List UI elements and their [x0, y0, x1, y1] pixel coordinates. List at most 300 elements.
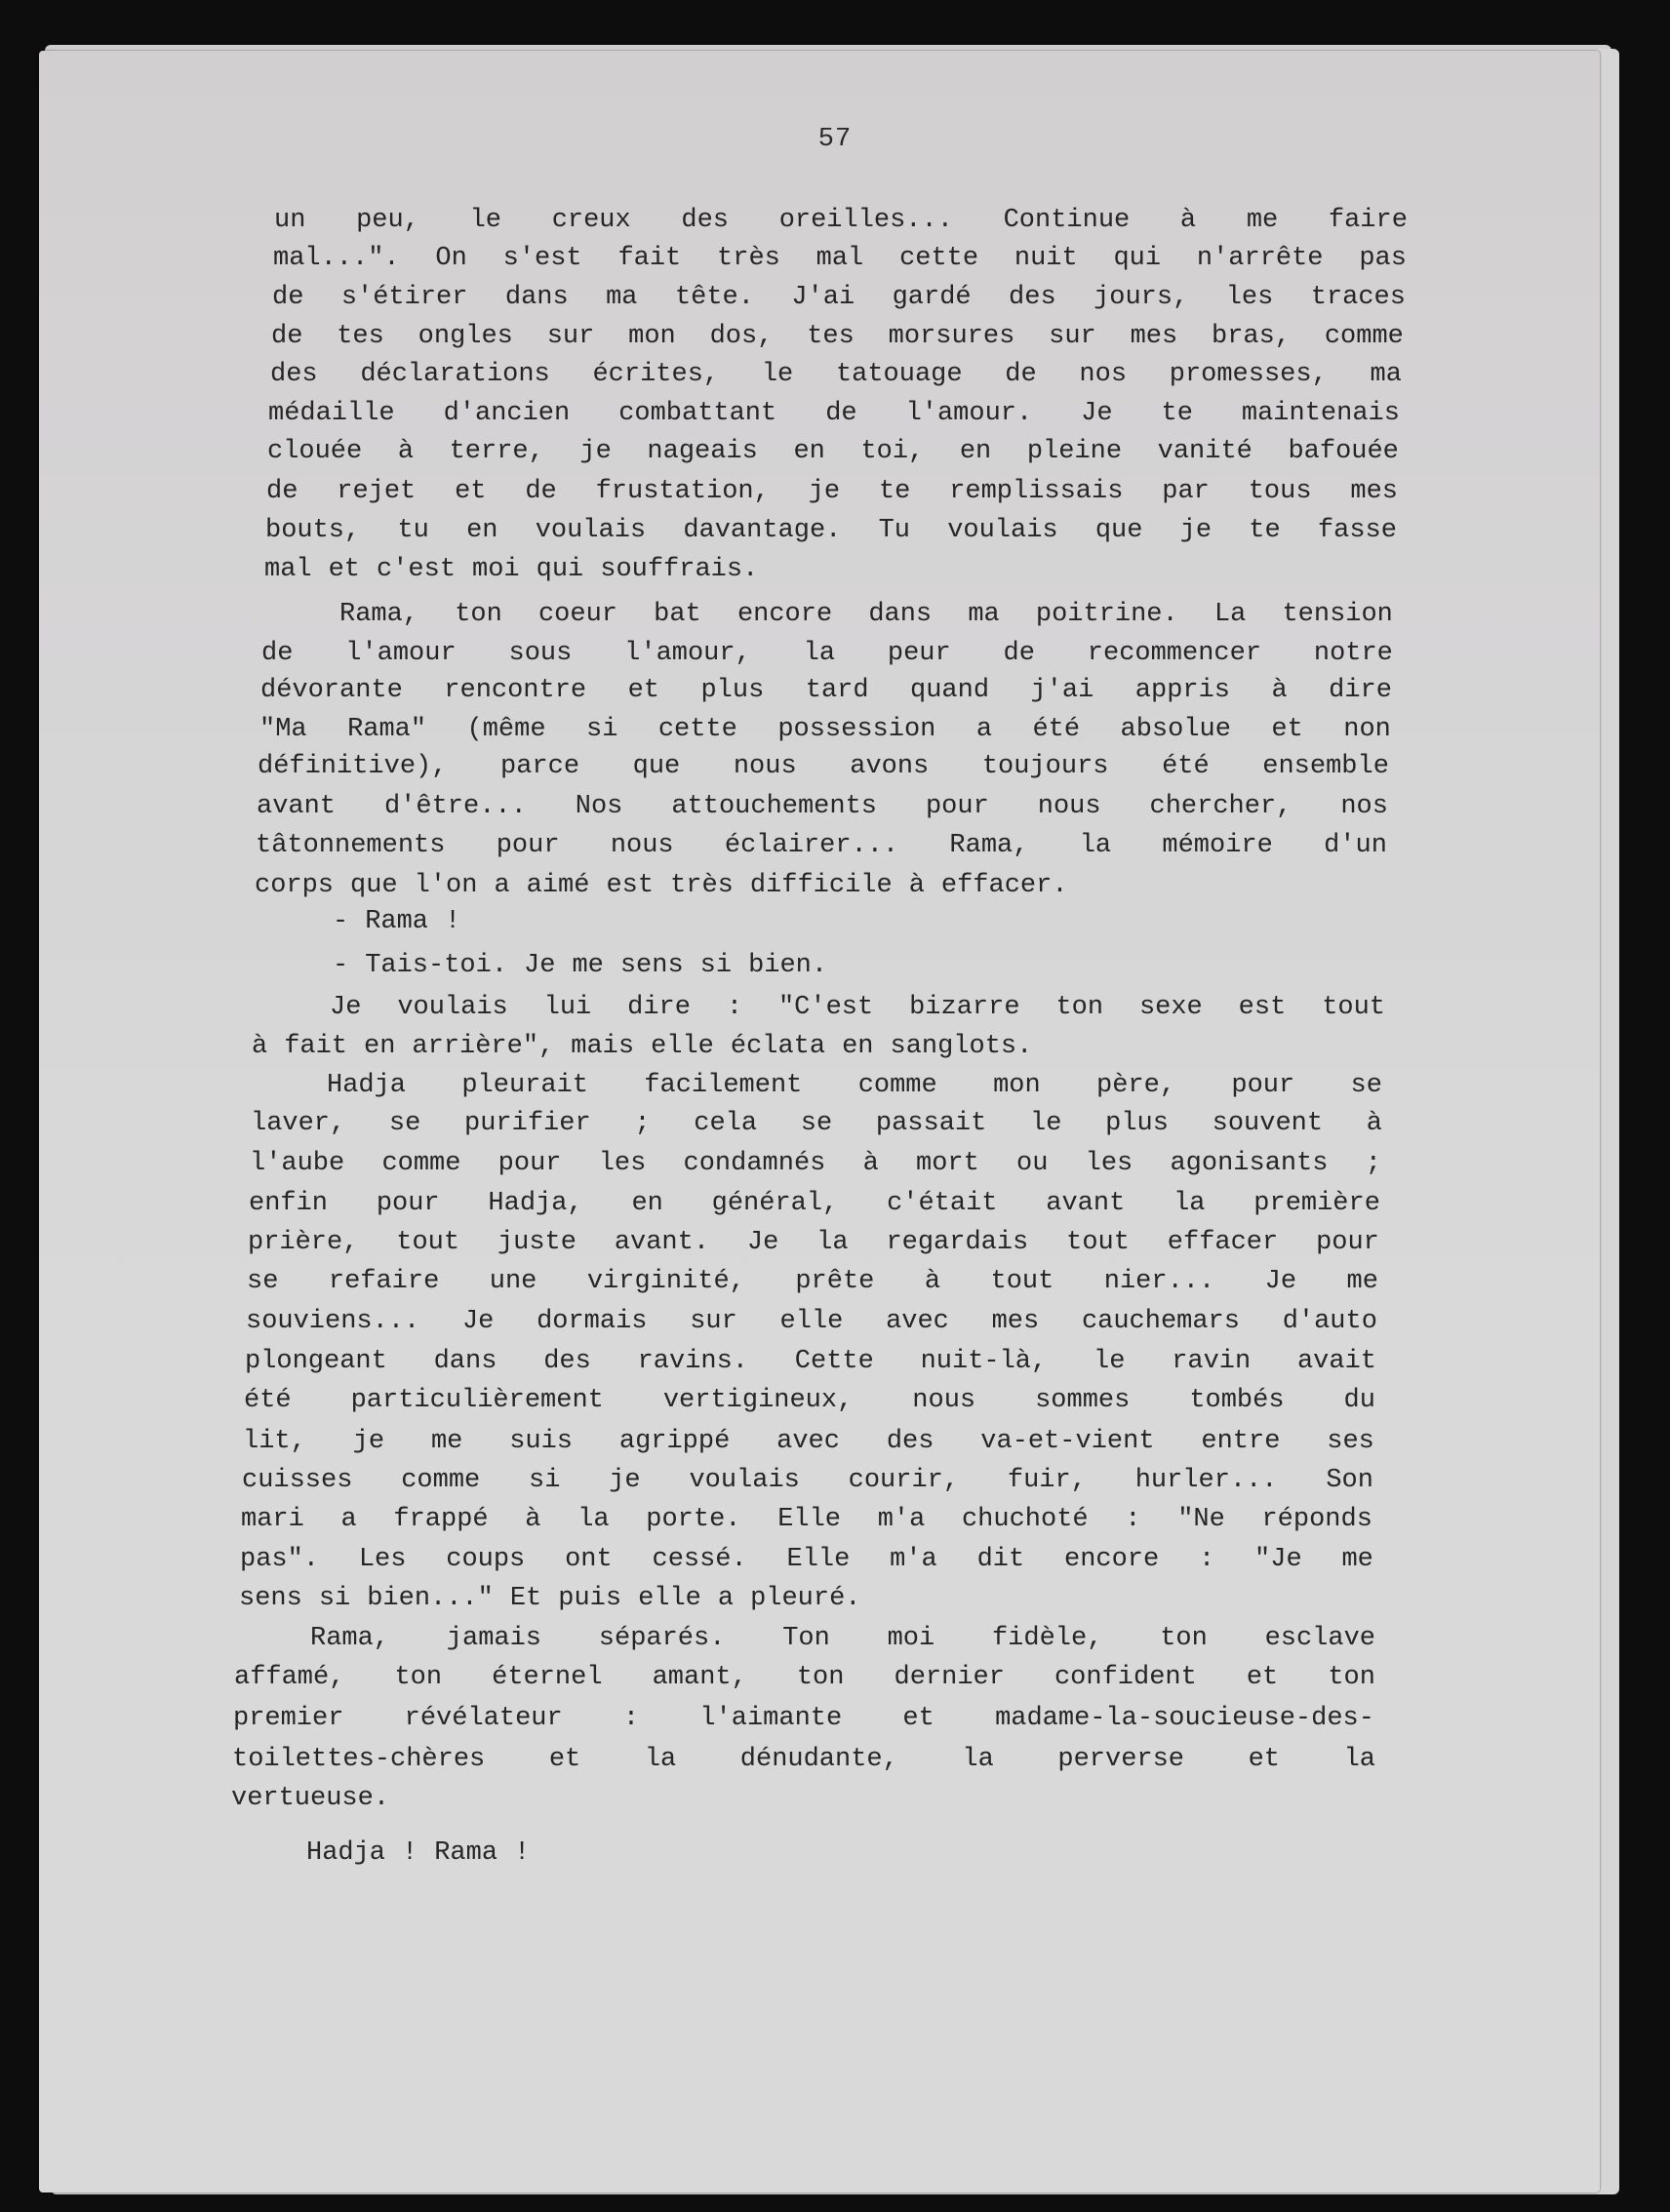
word: confident [1054, 1663, 1197, 1692]
word: morsures [888, 322, 1015, 351]
word: été [1162, 752, 1210, 781]
word: fasse [1317, 516, 1397, 545]
word: faire [1328, 206, 1408, 235]
word: nageais [647, 437, 758, 466]
word: elle [638, 1584, 701, 1613]
word: définitive), [258, 752, 448, 781]
word: voulais [535, 516, 647, 545]
word: qui [536, 555, 584, 584]
word: promesses, [1169, 360, 1328, 389]
word: tes [807, 322, 855, 351]
word: Rama [365, 907, 429, 936]
word: combattant [618, 399, 777, 428]
word: virginité, [586, 1267, 745, 1296]
word: mort [916, 1149, 979, 1178]
word: me [1341, 1545, 1373, 1574]
word: éclairer... [724, 831, 899, 860]
word: : [726, 993, 743, 1022]
word: la [816, 1228, 849, 1257]
word: jamais [446, 1624, 542, 1653]
word: attouchements [671, 792, 877, 821]
word: peur [887, 639, 951, 668]
word: - [333, 907, 349, 936]
word: a [340, 1505, 357, 1534]
word: ongles [418, 322, 513, 351]
word: possession [777, 715, 936, 744]
word: avec [886, 1307, 949, 1336]
word: a [717, 1584, 735, 1613]
word: avons [850, 752, 930, 781]
word: j'ai [1030, 676, 1094, 705]
word: Je [1264, 1267, 1297, 1296]
word: ton [394, 1663, 443, 1692]
word: et [1271, 715, 1303, 744]
word: Hadja [327, 1071, 407, 1100]
word: se [388, 1109, 421, 1138]
word: mémoire [1162, 831, 1273, 860]
word: regardais [886, 1228, 1029, 1257]
word: fidèle, [991, 1624, 1103, 1653]
word: pour [925, 792, 989, 821]
word: la [803, 639, 836, 668]
word: en [842, 1032, 874, 1061]
word: ; [634, 1109, 651, 1138]
word: lit, [243, 1427, 306, 1456]
word: tard [805, 676, 869, 705]
word: sommes [1035, 1386, 1131, 1415]
word: se [1350, 1071, 1382, 1100]
word: des [543, 1347, 591, 1376]
word: et [627, 676, 659, 705]
word: et [1246, 1663, 1279, 1692]
word: remplissais [949, 477, 1124, 506]
word: la [1173, 1189, 1206, 1218]
word: c'était [887, 1189, 998, 1218]
word: affamé, [234, 1663, 345, 1692]
word: moi [887, 1624, 935, 1653]
word: se [247, 1267, 279, 1296]
word: me [430, 1427, 463, 1456]
word: première [1253, 1189, 1380, 1218]
word: et [328, 555, 361, 584]
text-line [255, 871, 1085, 900]
word: l'amour [345, 639, 457, 668]
word: quand [910, 676, 990, 705]
text-line [267, 437, 1399, 466]
word: fait [617, 244, 682, 273]
word: bafouée [1288, 437, 1399, 466]
word: pour [497, 1149, 562, 1178]
word: effacer. [940, 871, 1068, 900]
word: été [1032, 715, 1081, 744]
word: m'a [877, 1505, 926, 1534]
word: puis [558, 1584, 622, 1613]
text-line [261, 639, 1393, 668]
word: entre [1201, 1427, 1281, 1456]
word: "Ne [1177, 1505, 1225, 1534]
word: toilettes-chères [232, 1745, 486, 1774]
word: s'est [502, 244, 582, 273]
word: me [572, 951, 604, 980]
word: vanité [1157, 437, 1252, 466]
word: tu [397, 516, 429, 545]
word: Rama, [339, 600, 419, 629]
word: nous [733, 752, 797, 781]
word: le [469, 206, 501, 235]
word: toi, [860, 437, 925, 466]
word: ! [514, 1838, 531, 1868]
word: à [525, 1505, 541, 1534]
word: La [1213, 600, 1247, 629]
text-line [270, 360, 1402, 389]
word: Rama, [310, 1624, 390, 1653]
word: va-et-vient [980, 1427, 1155, 1456]
word: voulais [397, 993, 508, 1022]
word: nuit-là, [920, 1347, 1048, 1376]
word: tout [1066, 1228, 1130, 1257]
word: Hadja [306, 1838, 386, 1868]
word: "Je [1254, 1545, 1302, 1574]
word: très [670, 871, 734, 900]
word: Rama [434, 1838, 498, 1868]
word: hurler... [1134, 1466, 1278, 1495]
word: sur [546, 322, 595, 351]
word: si [586, 715, 618, 744]
word: te [1161, 399, 1193, 428]
word: premier [233, 1704, 344, 1733]
word: tous [1248, 477, 1312, 506]
word: mal...". [273, 244, 400, 273]
word: tout [1322, 993, 1385, 1022]
word: fuir, [1007, 1466, 1087, 1495]
word: parce [500, 752, 580, 781]
word: que [350, 871, 398, 900]
word: cette [657, 715, 737, 744]
word: tombés [1189, 1386, 1285, 1415]
word: traces [1310, 283, 1406, 312]
word: ma [968, 600, 1000, 629]
word: la [1079, 831, 1112, 860]
word: de [1003, 639, 1035, 668]
word: agrippé [618, 1427, 731, 1456]
word: : [1199, 1545, 1215, 1574]
word: si [699, 951, 733, 980]
word: sanglots. [890, 1032, 1033, 1061]
word: Cette [794, 1347, 874, 1376]
word: corps [255, 871, 335, 900]
word: "Ma [259, 715, 307, 744]
word: à [862, 1149, 879, 1178]
word: le [1093, 1347, 1126, 1376]
word: mal [815, 244, 864, 273]
word: rejet [337, 477, 417, 506]
word: la [1343, 1745, 1375, 1774]
word: mais [571, 1032, 635, 1061]
word: si [529, 1466, 561, 1495]
text-line [257, 792, 1388, 821]
word: Je [1081, 399, 1113, 428]
word: en [793, 437, 825, 466]
text-line [249, 1189, 1380, 1218]
word: dormais [537, 1307, 648, 1336]
word: la [962, 1745, 994, 1774]
word: ravins. [637, 1347, 749, 1376]
word: les [1085, 1149, 1133, 1178]
word: les [1225, 283, 1274, 312]
word: sens [619, 951, 684, 980]
word: des [270, 360, 318, 389]
word: de [271, 322, 303, 351]
word: (même [466, 715, 546, 744]
word: comme [857, 1071, 937, 1100]
word: dévorante [260, 676, 403, 705]
word: chercher, [1149, 792, 1292, 821]
word: avant [257, 792, 337, 821]
text-line [232, 1745, 1375, 1774]
word: appris [1134, 676, 1231, 705]
word: comme [1324, 322, 1404, 351]
word: ma [1370, 360, 1402, 389]
word: la [577, 1505, 610, 1534]
word: Et [509, 1584, 542, 1613]
word: père, [1096, 1071, 1176, 1100]
word: nous [1037, 792, 1101, 821]
word: plus [1105, 1109, 1169, 1138]
word: est [1238, 993, 1287, 1022]
word: séparés. [598, 1624, 726, 1653]
word: ! [445, 907, 461, 936]
word: nuit [1014, 244, 1078, 273]
word: Les [358, 1545, 407, 1574]
word: nous [610, 831, 674, 860]
text-line [231, 1784, 406, 1813]
word: et [548, 1745, 581, 1774]
word: jours, [1093, 283, 1189, 312]
word: pour [376, 1189, 440, 1218]
word: nos [1079, 360, 1128, 389]
text-line [266, 477, 1398, 506]
word: condamnés [683, 1149, 826, 1178]
word: avant. [614, 1228, 710, 1257]
word: révélateur [404, 1704, 563, 1733]
word: encore [736, 600, 833, 629]
word: chuchoté [961, 1505, 1089, 1534]
word: bizarre [909, 993, 1020, 1022]
word: terre, [449, 437, 544, 466]
word: cuisses [242, 1466, 353, 1495]
word: je [352, 1427, 385, 1456]
word: perverse [1057, 1745, 1185, 1774]
word: d'être... [383, 792, 527, 821]
word: rencontre [444, 676, 587, 705]
word: en [631, 1189, 663, 1218]
word: - [333, 951, 349, 980]
word: vertigineux, [662, 1386, 854, 1415]
word: à [908, 871, 925, 900]
word: dit [976, 1545, 1025, 1574]
word: me [1246, 206, 1279, 235]
text-line [268, 399, 1400, 428]
word: dans [504, 283, 569, 312]
word: purifier [464, 1109, 591, 1138]
word: Rama, [949, 831, 1029, 860]
word: l'amour. [905, 399, 1033, 428]
word: éternel [492, 1663, 603, 1692]
word: pleuré. [750, 1584, 861, 1613]
word: madame-la-soucieuse-des- [995, 1704, 1374, 1733]
word: en [959, 437, 992, 466]
word: non [1343, 715, 1391, 744]
text-line [239, 1584, 878, 1613]
word: poitrine. [1035, 600, 1178, 629]
word: toujours [981, 752, 1109, 781]
word: mes [1350, 477, 1398, 506]
word: à [924, 1267, 941, 1296]
word: dans [433, 1347, 497, 1376]
word: s'étirer [340, 283, 468, 312]
word: Je [330, 993, 362, 1022]
word: est [606, 871, 655, 900]
word: encore [1064, 1545, 1160, 1574]
word: dire [627, 993, 691, 1022]
word: Ton [782, 1624, 830, 1653]
word: m'a [890, 1545, 937, 1574]
word: elle [651, 1032, 714, 1061]
text-line [333, 907, 477, 936]
word: en [466, 516, 498, 545]
text-line [245, 1347, 1376, 1376]
word: je [579, 437, 612, 466]
text-line [330, 993, 1385, 1022]
word: je [808, 477, 841, 506]
text-line [233, 1704, 1374, 1733]
word: amant, [652, 1663, 747, 1692]
word: tension [1282, 600, 1393, 629]
word: mari [241, 1505, 304, 1534]
word: de [525, 477, 557, 506]
word: juste [497, 1228, 577, 1257]
word: que [632, 752, 681, 781]
word: te [1249, 516, 1281, 545]
word: je [1179, 516, 1213, 545]
word: pleine [1026, 437, 1123, 466]
word: ses [1327, 1427, 1374, 1456]
word: pas [1359, 244, 1407, 273]
word: creux [551, 206, 631, 235]
word: "C'est [777, 993, 874, 1022]
word: : [622, 1704, 640, 1733]
word: Nos [575, 792, 623, 821]
word: d'ancien [443, 399, 571, 428]
word: à [1366, 1109, 1382, 1138]
word: particulièrement [350, 1386, 604, 1415]
word: de [266, 477, 298, 506]
word: bat [654, 600, 701, 629]
word: comme [381, 1149, 461, 1178]
word: ton [796, 1663, 845, 1692]
word: prière, [248, 1228, 359, 1257]
word: pleurait [461, 1071, 588, 1100]
word: à [1271, 676, 1288, 705]
word: souvent [1212, 1109, 1324, 1138]
word: porte. [646, 1505, 741, 1534]
text-line [234, 1663, 1375, 1692]
word: avant [1046, 1189, 1126, 1218]
word: moi [472, 555, 520, 584]
word: souviens... [246, 1307, 420, 1336]
text-line [327, 1071, 1382, 1100]
word: davantage. [683, 516, 842, 545]
word: Tu [878, 516, 910, 545]
word: du [1343, 1386, 1375, 1415]
word: mes [991, 1307, 1040, 1336]
word: que [1094, 516, 1143, 545]
word: oreilles... [778, 206, 953, 235]
word: suis [509, 1427, 574, 1456]
word: dire [1329, 676, 1392, 705]
word: ; [1365, 1149, 1381, 1178]
word: sens [239, 1584, 302, 1613]
word: ma [606, 283, 638, 312]
text-line [310, 1624, 1375, 1653]
word: fait [284, 1032, 348, 1061]
word: Rama" [347, 715, 427, 744]
word: agonisants [1170, 1149, 1329, 1178]
text-line [271, 322, 1404, 351]
word: tatouage [835, 360, 963, 389]
word: courir, [848, 1466, 960, 1495]
word: dans [868, 600, 933, 629]
word: aimé [526, 871, 590, 900]
word: recommencer [1087, 639, 1262, 668]
word: à [397, 437, 415, 466]
word: le [761, 360, 794, 389]
word: c'est [377, 555, 457, 584]
word: dénudante, [739, 1745, 898, 1774]
word: ton [455, 600, 502, 629]
word: me [1346, 1267, 1378, 1296]
word: été [244, 1386, 292, 1415]
text-line [242, 1466, 1373, 1495]
word: d'un [1324, 831, 1387, 860]
text-line [274, 206, 1408, 235]
word: je [609, 1466, 641, 1495]
word: mal [264, 555, 312, 584]
text-line [333, 951, 844, 980]
word: les [598, 1149, 647, 1178]
word: bouts, [265, 516, 361, 545]
word: arrière", [412, 1032, 555, 1061]
word: Continue [1003, 206, 1131, 235]
word: Elle [786, 1545, 851, 1574]
word: un [274, 206, 306, 235]
word: frappé [393, 1505, 489, 1534]
word: difficile [749, 871, 893, 900]
word: sur [690, 1307, 737, 1336]
word: bien. [748, 951, 828, 980]
word: éclata [730, 1032, 826, 1061]
word: et [455, 477, 487, 506]
text-line [252, 1032, 1049, 1061]
word: elle [779, 1307, 844, 1336]
word: frustation, [595, 477, 770, 506]
word: à [1179, 206, 1197, 235]
word: l'aimante [699, 1704, 843, 1733]
word: Tais-toi. [365, 951, 508, 980]
word: si [318, 1584, 351, 1613]
word: On [435, 244, 467, 273]
word: réponds [1261, 1505, 1372, 1534]
